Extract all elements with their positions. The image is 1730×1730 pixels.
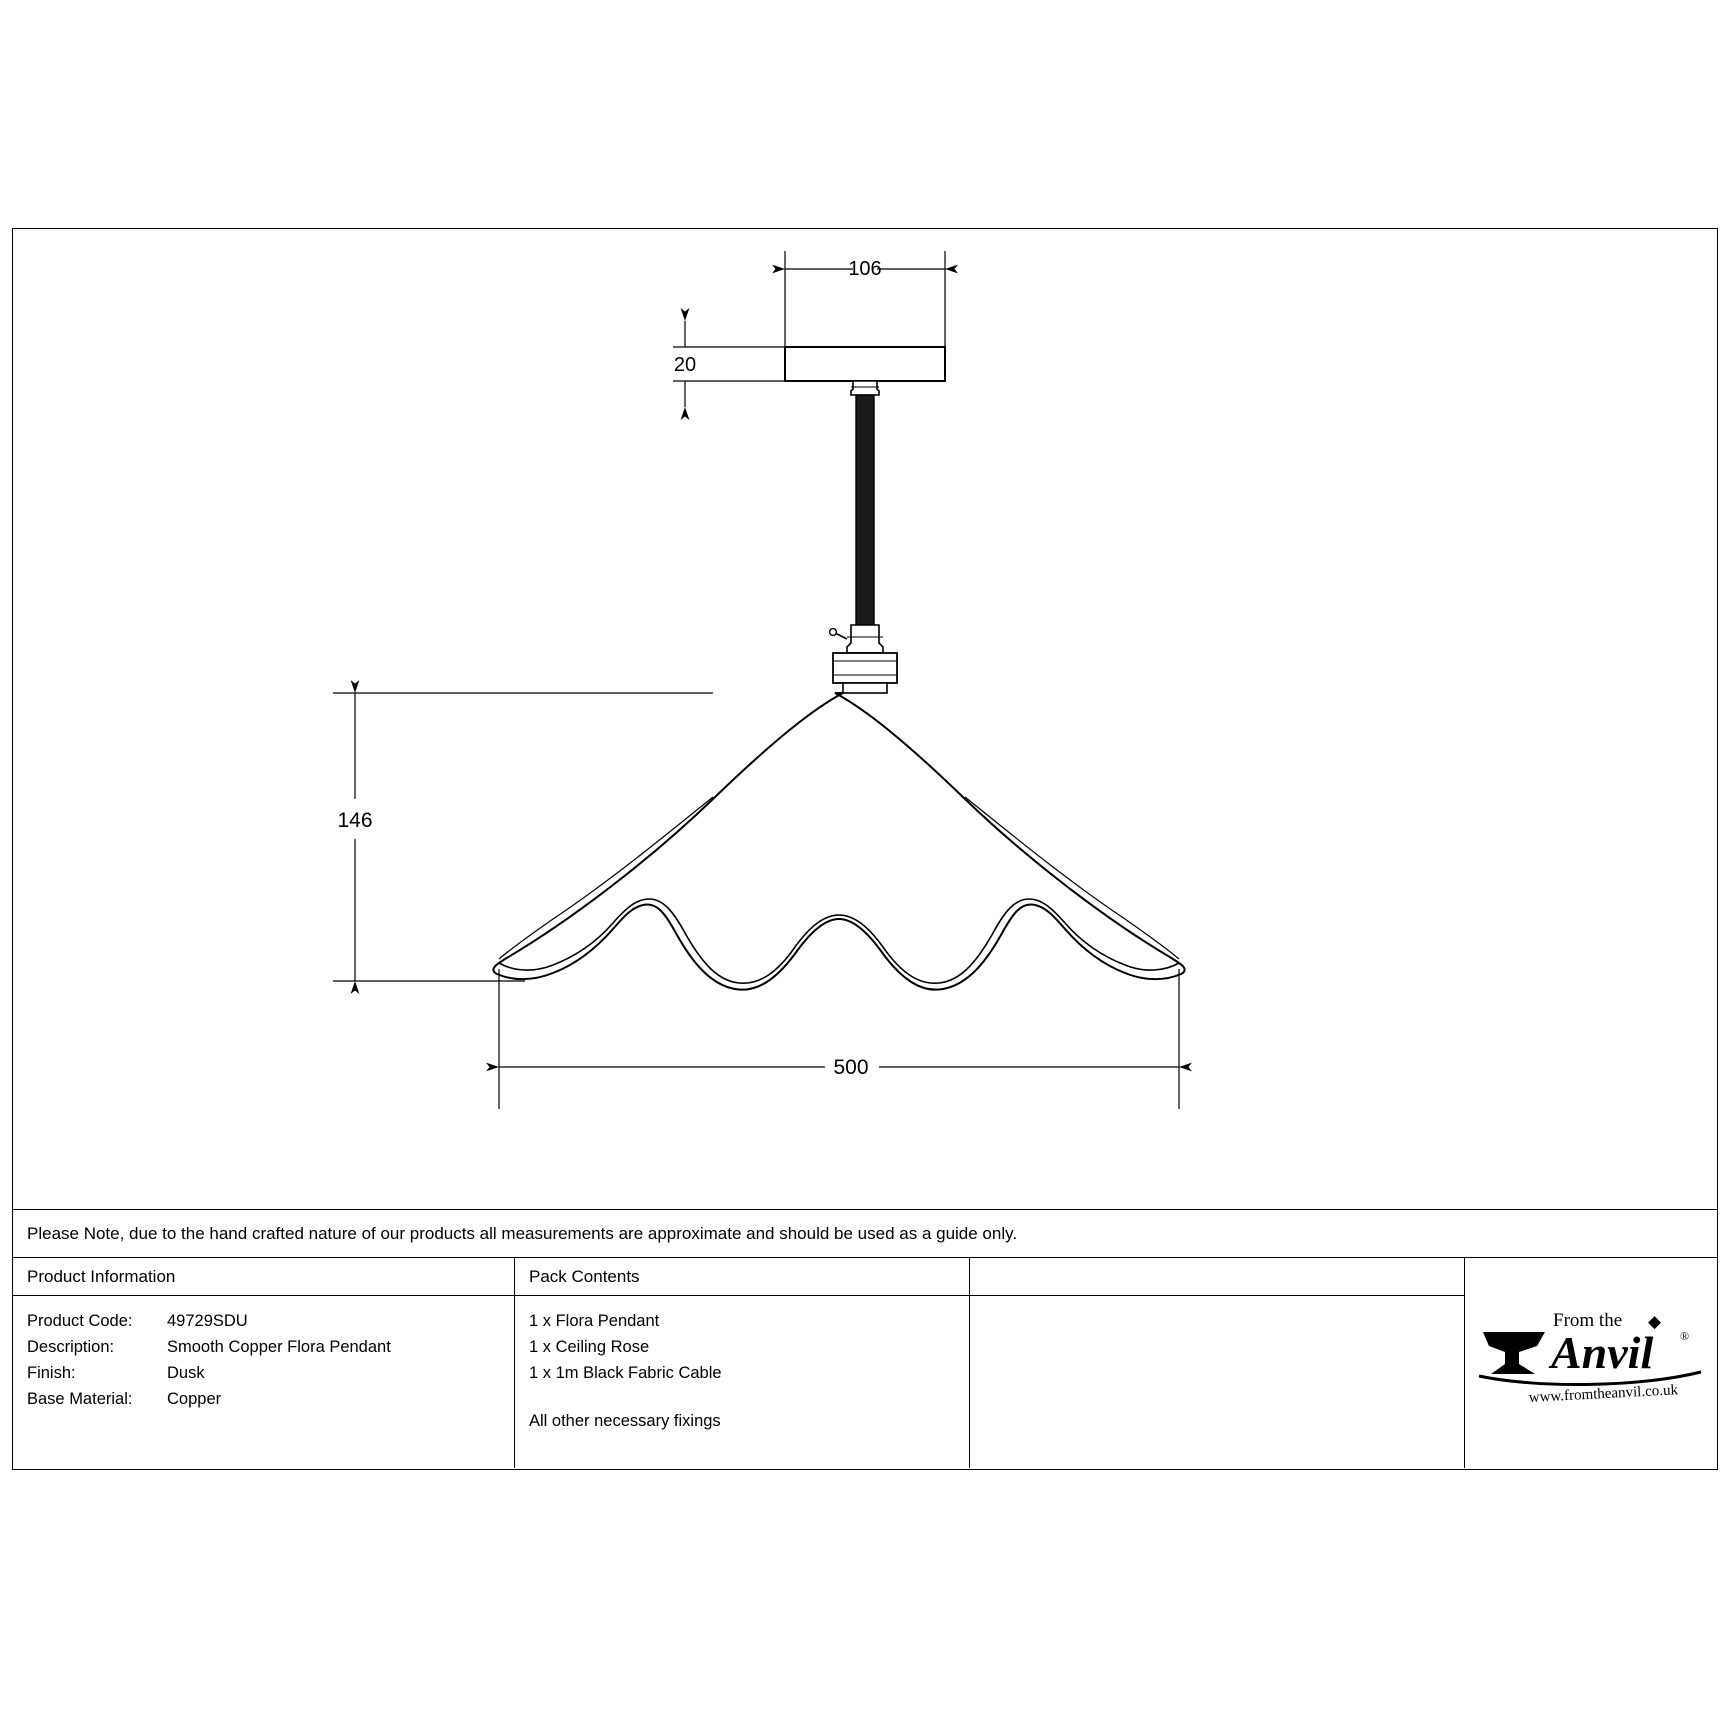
- dimension-146-label: 146: [337, 809, 373, 832]
- pack-contents-footer: All other necessary fixings: [529, 1412, 721, 1430]
- description-row: [27, 1334, 514, 1360]
- dimension-106-label: 106: [848, 258, 882, 280]
- description-label: Description:: [27, 1338, 115, 1356]
- technical-drawing: [13, 229, 1717, 1209]
- pack-item: 1 x Flora Pendant: [529, 1312, 660, 1330]
- product-information-heading: Product Information: [13, 1258, 514, 1296]
- pendant-drawing-svg: [13, 229, 1717, 1209]
- ceiling-rose: [785, 347, 945, 395]
- svg-text:From the: From the: [1553, 1310, 1623, 1331]
- svg-text:www.fromtheanvil.co.uk: www.fromtheanvil.co.uk: [1528, 1382, 1679, 1406]
- company-logo: [1465, 1258, 1715, 1466]
- anvil-logo-icon: [1475, 1302, 1705, 1422]
- svg-text:◆: ◆: [1648, 1312, 1662, 1331]
- black-fabric-cable: [856, 395, 874, 625]
- dimension-20: [673, 321, 785, 407]
- product-information-body: [13, 1296, 514, 1412]
- finish-value: Dusk: [167, 1364, 205, 1382]
- svg-text:®: ®: [1680, 1329, 1690, 1343]
- dimension-20-label: 20: [673, 354, 697, 376]
- base-material-row: [27, 1386, 514, 1412]
- info-columns: [13, 1258, 1717, 1468]
- finish-label: Finish:: [27, 1364, 76, 1382]
- pack-contents-column: [515, 1258, 970, 1468]
- product-code-row: [27, 1308, 514, 1334]
- lamp-holder: [830, 625, 897, 693]
- product-code-label: Product Code:: [27, 1312, 133, 1330]
- blank-column-body: [970, 1296, 1464, 1308]
- info-table: [13, 1209, 1717, 1469]
- dimension-146: [333, 693, 713, 981]
- blank-column-heading: [970, 1258, 1464, 1296]
- base-material-value: Copper: [167, 1390, 222, 1408]
- logo-column: [1465, 1258, 1715, 1468]
- flora-shade: [493, 693, 1184, 990]
- blank-column: [970, 1258, 1465, 1468]
- product-code-value: 49729SDU: [167, 1312, 248, 1330]
- dimension-500-label: 500: [833, 1056, 869, 1079]
- measurement-note: Please Note, due to the hand crafted nature of our products all measurements are approximate and should be used as a guide only.: [13, 1210, 1717, 1258]
- product-information-column: [13, 1258, 515, 1468]
- pack-item: 1 x Ceiling Rose: [529, 1338, 650, 1356]
- svg-text:Anvil: Anvil: [1551, 1327, 1654, 1378]
- description-value: Smooth Copper Flora Pendant: [167, 1338, 391, 1356]
- dimension-500: [499, 969, 1179, 1109]
- pack-spacer: [529, 1386, 969, 1408]
- pack-contents-heading: Pack Contents: [515, 1258, 969, 1296]
- pack-item: 1 x 1m Black Fabric Cable: [529, 1364, 722, 1382]
- pack-contents-body: [515, 1296, 969, 1434]
- finish-row: [27, 1360, 514, 1386]
- base-material-label: Base Material:: [27, 1390, 133, 1408]
- spec-sheet: [12, 228, 1718, 1470]
